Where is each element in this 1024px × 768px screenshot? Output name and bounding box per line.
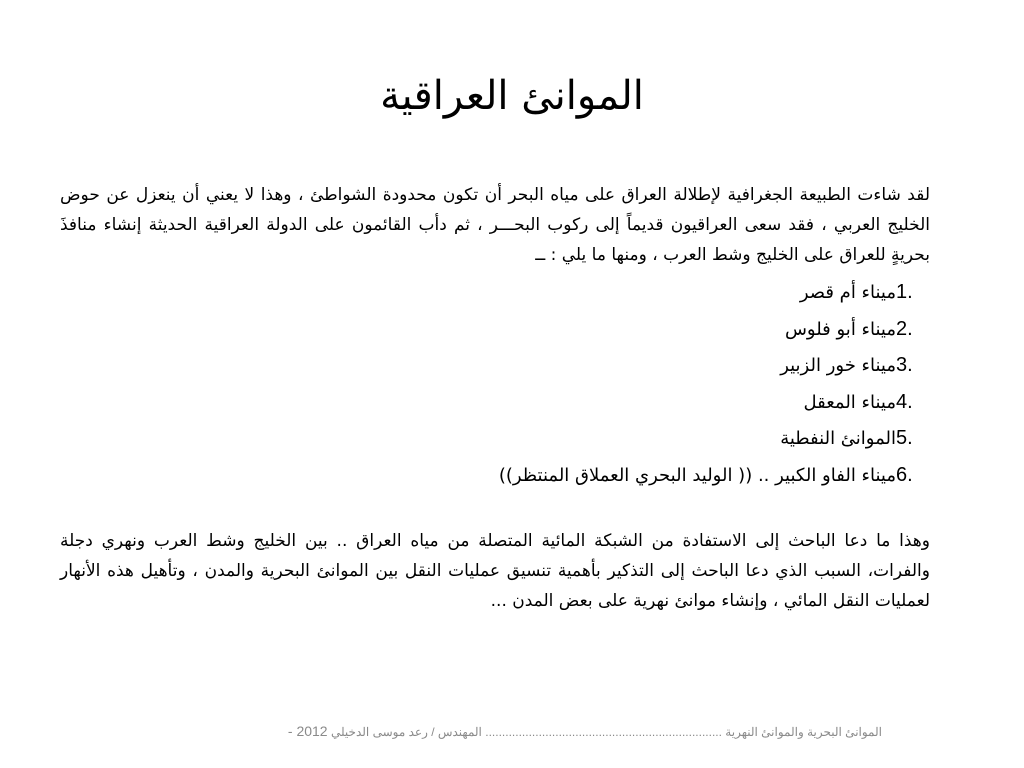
list-number: 1. [896, 281, 913, 303]
list-item [60, 347, 930, 384]
slide-content [60, 180, 930, 616]
list-number: 5. [896, 427, 913, 450]
ports-list [60, 274, 930, 494]
port-name: ميناء أم قصر [799, 282, 896, 303]
port-name: ميناء أبو فلوس [784, 318, 896, 340]
slide-footer [136, 722, 882, 741]
list-item [60, 274, 930, 311]
list-number: 4. [896, 390, 913, 413]
list-number: 3. [896, 354, 913, 377]
port-name: ميناء المعقل [803, 391, 896, 413]
port-name: ميناء خور الزبير [780, 355, 896, 377]
footer-dots: ....................................................................... [485, 725, 722, 739]
port-name: الموانئ النفطية [780, 428, 896, 450]
footer-year: 2012 - [287, 723, 328, 739]
list-item [60, 384, 930, 421]
footer-author: المهندس / رعد موسى الدخيلي [330, 725, 482, 739]
list-item [60, 457, 930, 494]
intro-paragraph: لقد شاءت الطبيعة الجغرافية لإطلالة العراق على مياه البحر أن تكون محدودة الشواطئ ، وهذا لا يعني أن ينعزل عن حوض الخليج العربي ، فقد سعى العراقيون قديماً إلى ركوب البحـــر ، ثم دأب القائمون على الدولة العراقية الحديثة إنشاء منافذَ بحريةٍ للعراق على الخليج وشط العرب ، ومنها ما يلي : ــ [60, 185, 930, 265]
list-item [60, 311, 930, 348]
port-name: ميناء الفاو الكبير .. (( الوليد البحري العملاق المنتظر)) [498, 464, 896, 486]
list-item [60, 420, 930, 457]
slide-title: الموانئ العراقية [380, 73, 644, 119]
list-number: 6. [896, 463, 913, 486]
list-number: 2. [896, 317, 913, 340]
footer-topic: الموانئ البحرية والموانئ النهرية [725, 725, 882, 739]
conclusion-paragraph: وهذا ما دعا الباحث إلى الاستفادة من الشبكة المائية المتصلة من مياه العراق .. بين الخليج وشط العرب ونهري دجلة والفرات، السبب الذي دعا الباحث إلى التذكير بأهمية تنسيق عمليات النقل بين الموانئ البحرية والمدن ، وتأهيل هذه الأنهار لعمليات النقل المائي ، وإنشاء موانئ نهرية على بعض المدن ... [60, 530, 930, 611]
